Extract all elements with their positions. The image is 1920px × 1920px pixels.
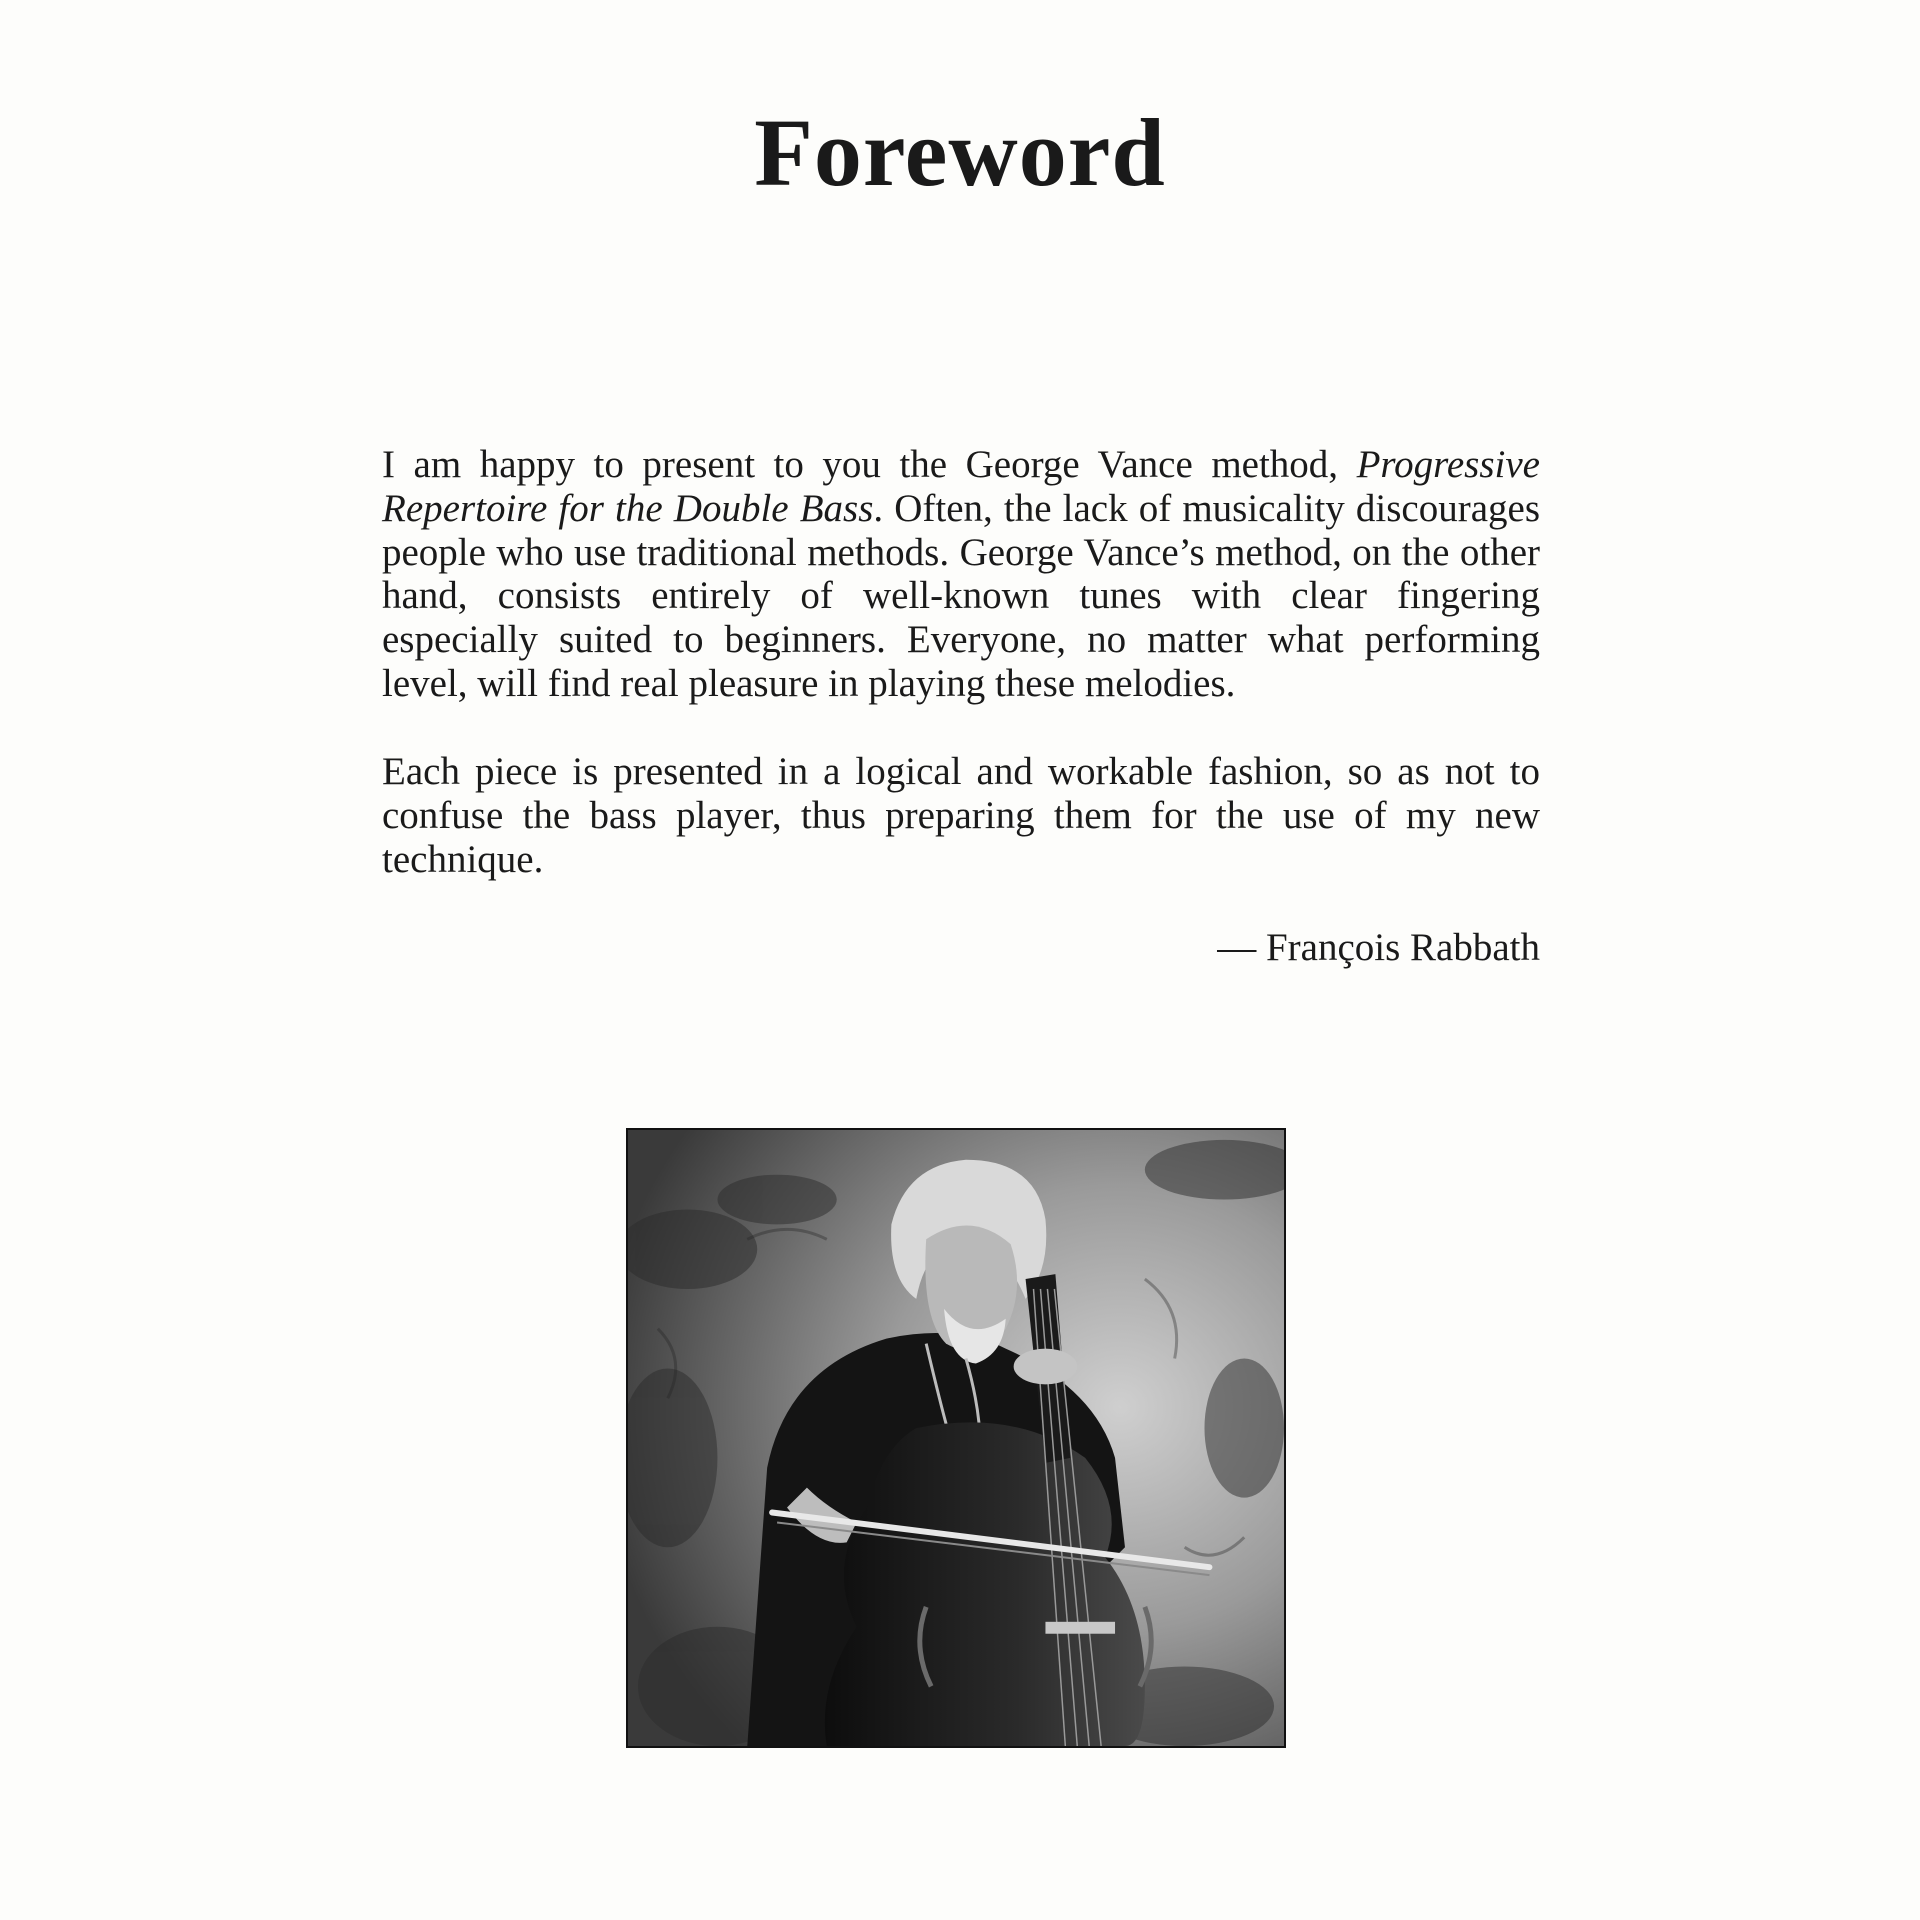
bass-player-illustration <box>628 1130 1284 1746</box>
paragraph-1-lead: I am happy to present to you the George Vance method, <box>382 443 1357 486</box>
musician-photo <box>626 1128 1286 1748</box>
paragraph-1-rest: . Often, the lack of musicality discourages people who use traditional methods. George Vance’s method, on the other hand, consists entirely of well-known tunes with clear fingering especially suited to beginners. Everyone, no matter what performing level, will find real pleasure in playing these melodies. <box>382 486 1541 705</box>
foreword-paragraph-2: Each piece is presented in a logical and workable fashion, so as not to confuse the bass player, thus preparing them for the use of my new technique. <box>382 750 1540 881</box>
book-title: Progressive Repertoire for the Double Bass <box>382 443 1540 530</box>
foreword-paragraph-1 <box>382 443 1540 706</box>
page-title: Foreword <box>754 99 1166 206</box>
signature: — François Rabbath <box>1217 926 1540 969</box>
